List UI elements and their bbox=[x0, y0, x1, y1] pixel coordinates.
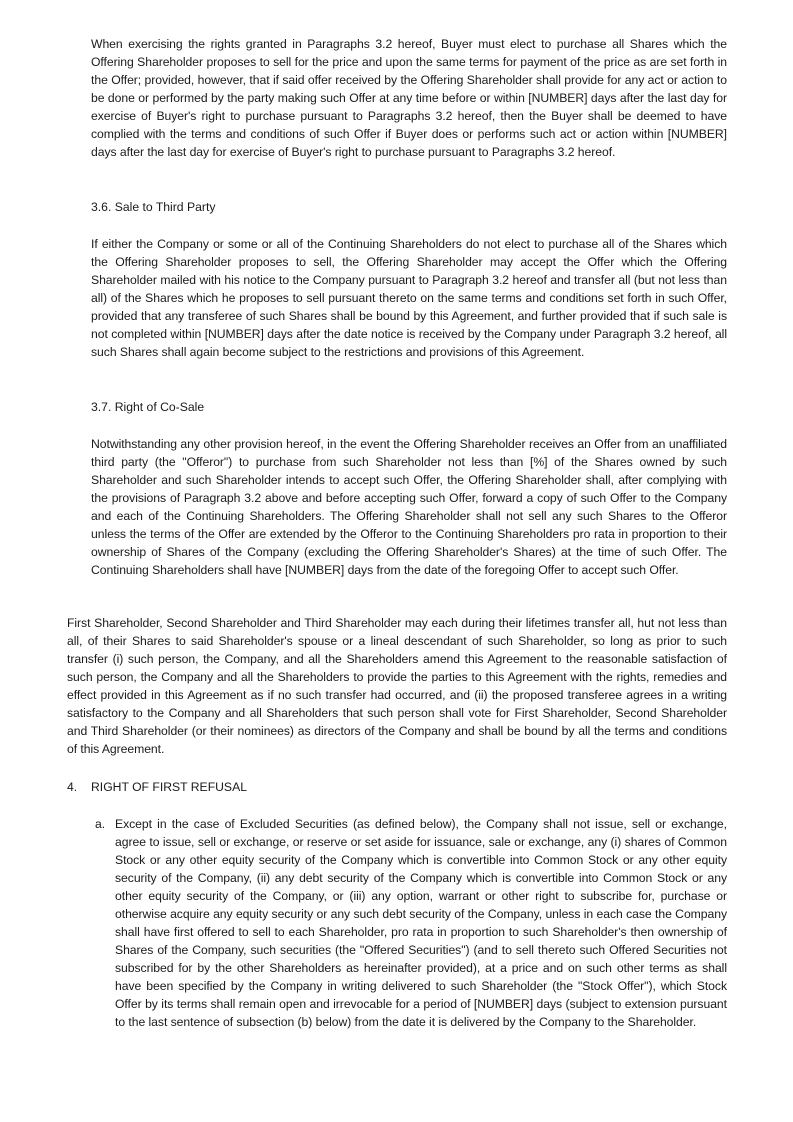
section-4-number: 4. bbox=[67, 780, 78, 794]
item-a-text: Except in the case of Excluded Securities (as defined below), the Company shall not issue, sell or exchange, agree to issue, sell or exchange, or reserve or set aside for issuance, sale or exchange, any (i) shares of Common Stock or any other equity security of the Company which is convertible into Common Stock or any other equity security of the Company, (ii) any debt security of the Company which is convertible into Common Stock or any other equity security of the Company, or (iii) any option, warrant or other right to subscribe for, purchase or otherwise acquire any equity security or any such debt security of the Company, unless in each case the Company shall have first offered to sell to each Shareholder, pro rata in proportion to such Shareholder's then ownership of Shares of the Company, such securities (the "Offered Securities") (and to sell thereto such Offered Securities not subscribed for by the other Shareholders as hereinafter provided), at a price and on such other terms as shall have been specified by the Company in writing delivered to such Shareholder (the "Stock Offer"), which Stock Offer by its terms shall remain open and irrevocable for a period of [NUMBER] days (subject to extension pursuant to the last sentence of subsection (b) below) from the date it is delivered by the Company to the Shareholder. bbox=[115, 817, 727, 1029]
section-4-title: RIGHT OF FIRST REFUSAL bbox=[91, 780, 247, 794]
paragraph-3-5-continued: When exercising the rights granted in Paragraphs 3.2 hereof, Buyer must elect to purchase all Shares which the Offering Shareholder proposes to sell for the price and upon the same terms for payment of the price as are set forth in the Offer; provided, however, that if said offer received by the Offering Shareholder shall provide for any act or action to be done or performed by the party making such Offer at any time before or within [NUMBER] days after the last day for exercise of Buyer's right to purchase pursuant to Paragraphs 3.2 hereof, then the Buyer shall be deemed to have complied with the terms and conditions of such Offer if Buyer does or performs such act or action within [NUMBER] days after the last day for exercise of Buyer's right to purchase pursuant to Paragraphs 3.2 hereof. bbox=[91, 37, 727, 159]
heading-3-6: 3.6. Sale to Third Party bbox=[91, 200, 216, 214]
paragraph-3-7: Notwithstanding any other provision hereof, in the event the Offering Shareholder receives an Offer from an unaffiliated third party (the "Offeror") to purchase from such Shareholder not less than [%] of the Shares owned by such Shareholder and such Shareholder intends to accept such Offer, the Offering Shareholder shall, after complying with the provisions of Paragraph 3.2 above and before accepting such Offer, forward a copy of such Offer to the Company and each of the Continuing Shareholders. The Offering Shareholder shall not sell any such Shares to the Offeror unless the terms of the Offer are extended by the Offeror to the Continuing Shareholders pro rata in proportion to their ownership of Shares of the Company (excluding the Offering Shareholder's Shares) at the time of such Offer. The Continuing Shareholders shall have [NUMBER] days from the date of the foregoing Offer to accept such Offer. bbox=[91, 437, 727, 577]
paragraph-transfer: First Shareholder, Second Shareholder and Third Shareholder may each during their lifetimes transfer all, hut not less than all, of their Shares to said Shareholder's spouse or a lineal descendant of such Shareholder, so long as prior to such transfer (i) such person, the Company, and all the Shareholders amend this Agreement to the reasonable satisfaction of such person, the Company and all the Shareholders to provide the parties to this Agreement with the rights, remedies and effect provided in this Agreement as if no such transfer had occurred, and (ii) the proposed transferee agrees in a writing satisfactory to the Company and all Shareholders that such person shall vote for First Shareholder, Second Shareholder and Third Shareholder (or their nominees) as directors of the Company and shall be bound by all the terms and conditions of this Agreement. bbox=[67, 616, 727, 756]
paragraph-3-6: If either the Company or some or all of the Continuing Shareholders do not elect to purchase all of the Shares which the Offering Shareholder proposes to sell, the Offering Shareholder may accept the Offer which the Offering Shareholder mailed with his notice to the Company pursuant to Paragraph 3.2 hereof and transfer all (but not less than all) of the Shares which he proposes to sell pursuant thereto on the same terms and conditions set forth in such Offer, provided that any transferee of such Shares shall be bound by this Agreement, and further provided that if such sale is not completed within [NUMBER] days after the date notice is received by the Company under Paragraph 3.2 hereof, all such Shares shall again become subject to the restrictions and provisions of this Agreement. bbox=[91, 237, 727, 359]
heading-3-7: 3.7. Right of Co-Sale bbox=[91, 400, 205, 414]
item-a-marker: a. bbox=[95, 817, 106, 831]
